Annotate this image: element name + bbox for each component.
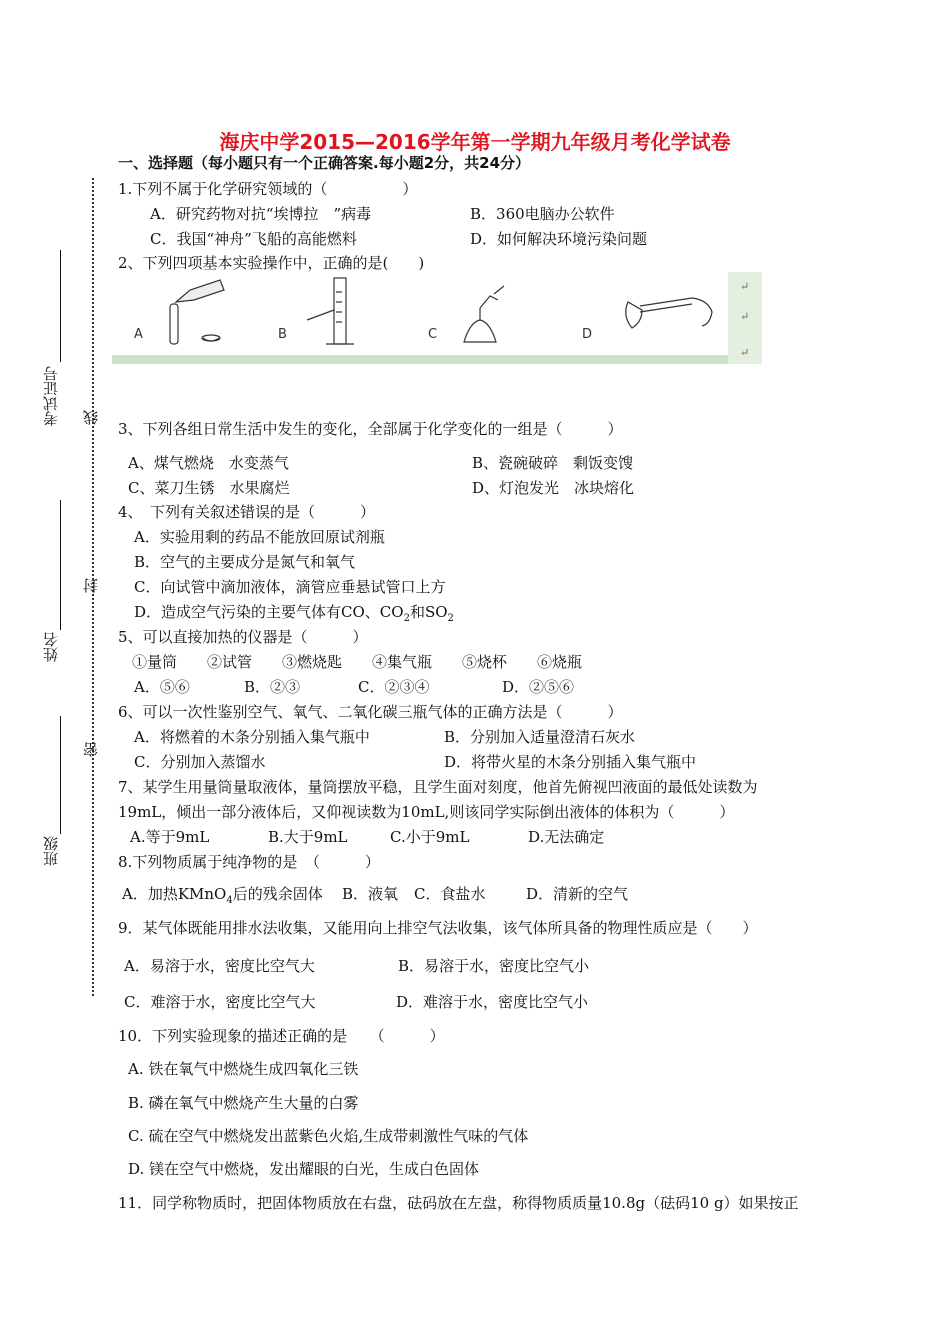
page-title: 海庆中学2015—2016学年第一学期九年级月考化学试卷 <box>219 130 731 154</box>
q4-option-d: D．造成空气污染的主要气体有CO、$CO_2$和$SO_2$ <box>134 603 454 624</box>
q1-option-d: D．如何解决环境污染问题 <box>470 230 648 248</box>
q10-option-c: C. 硫在空气中燃烧发出蓝紫色火焰,生成带刺激性气味的气体 <box>128 1127 529 1145</box>
figure-mark-3: ↵ <box>740 346 750 359</box>
q6-option-b: B．分别加入适量澄清石灰水 <box>444 728 636 746</box>
q4-option-a: A．实验用剩的药品不能放回原试剂瓶 <box>134 528 385 546</box>
q1-stem: 1.下列不属于化学研究领域的（ ） <box>118 180 418 198</box>
q4-stem: 4、 下列有关叙述错误的是（ ） <box>118 503 376 521</box>
q1-option-b: B．360电脑办公软件 <box>470 205 615 223</box>
figure-mark-2: ↵ <box>740 310 750 323</box>
exam-id-label: 考试证号 <box>42 366 60 426</box>
q9-option-b: B．易溶于水，密度比空气小 <box>398 957 590 975</box>
q9-stem: 9．某气体既能用排水法收集，又能用向上排空气法收集，该气体所具备的物理性质应是（ ） <box>118 919 758 937</box>
q5-option-c: C．②③④ <box>358 678 430 696</box>
q8-option-d: D．清新的空气 <box>526 885 629 903</box>
class-label: 班级 <box>42 836 60 866</box>
name-label: 姓名 <box>42 632 60 662</box>
figure-label-c: C <box>428 327 438 342</box>
q7-line1: 7、某学生用量筒量取液体，量筒摆放平稳，且学生面对刻度，他首先俯视凹液面的最低处读数为 <box>118 778 758 796</box>
q3-option-b: B、瓷碗破碎 剩饭变馊 <box>472 454 634 472</box>
q5-items: ①量筒 ②试管 ③燃烧匙 ④集气瓶 ⑤烧杯 ⑥烧瓶 <box>132 653 583 671</box>
q10-stem: 10．下列实验现象的描述正确的是 （ ） <box>118 1027 445 1045</box>
q9-option-c: C．难溶于水，密度比空气大 <box>124 993 316 1011</box>
figure-label-a: A <box>134 327 143 342</box>
q3-option-a: A、煤气燃烧 水变蒸气 <box>128 454 289 472</box>
q6-option-c: C．分别加入蒸馏水 <box>134 753 266 771</box>
q5-option-a: A．⑤⑥ <box>134 678 190 696</box>
q4-option-c: C．向试管中滴加液体，滴管应垂悬试管口上方 <box>134 578 446 596</box>
q10-option-a: A. 铁在氧气中燃烧生成四氧化三铁 <box>128 1060 359 1078</box>
q2-stem: 2、下列四项基本实验操作中，正确的是( ) <box>118 254 425 272</box>
q5-option-b: B．②③ <box>244 678 301 696</box>
q5-option-d: D．②⑤⑥ <box>502 678 575 696</box>
q11-stem: 11．同学称物质时，把固体物质放在右盘，砝码放在左盘，称得物质质量10.8g（砝码10 g）如果按正 <box>118 1194 799 1212</box>
q7-option-d: D.无法确定 <box>528 828 605 846</box>
q4-option-b: B．空气的主要成分是氮气和氧气 <box>134 553 356 571</box>
q7-line2: 19mL，倾出一部分液体后，又仰视读数为10mL,则该同学实际倒出液体的体积为（ ） <box>118 803 735 821</box>
q1-option-c: C．我国“神舟”飞船的高能燃料 <box>150 230 357 248</box>
q8-option-c: C．食盐水 <box>414 885 486 903</box>
lab-operations-figure <box>112 272 762 364</box>
q5-stem: 5、可以直接加热的仪器是（ ） <box>118 628 368 646</box>
q7-option-c: C.小于9mL <box>390 828 470 846</box>
q3-option-c: C、菜刀生锈 水果腐烂 <box>128 479 290 497</box>
figure-bottom-band <box>112 356 762 364</box>
class-underline <box>60 716 61 834</box>
q6-option-d: D．将带火星的木条分别插入集气瓶中 <box>444 753 697 771</box>
q1-option-a: A．研究药物对抗“埃博拉 ”病毒 <box>150 205 372 223</box>
q9-option-a: A．易溶于水，密度比空气大 <box>124 957 315 975</box>
line-char: 线 <box>82 410 100 425</box>
figure-c-lamp <box>464 286 504 342</box>
q10-option-d: D. 镁在空气中燃烧，发出耀眼的白光，生成白色固体 <box>128 1160 480 1178</box>
figure-mark-1: ↵ <box>740 280 750 293</box>
exam-id-underline <box>60 250 61 362</box>
q9-option-d: D．难溶于水，密度比空气小 <box>396 993 589 1011</box>
figure-d-heating <box>626 298 712 328</box>
figure-label-d: D <box>582 327 593 342</box>
name-underline <box>60 500 61 630</box>
secret-char: 密 <box>82 742 100 757</box>
q7-option-b: B.大于9mL <box>268 828 348 846</box>
q10-option-b: B. 磷在氧气中燃烧产生大量的白雾 <box>128 1094 359 1112</box>
lab-operations-drawing <box>112 272 762 364</box>
q3-option-d: D、灯泡发光 冰块熔化 <box>472 479 635 497</box>
figure-label-b: B <box>278 327 287 342</box>
figure-b-cylinder <box>307 278 354 344</box>
figure-a-pouring <box>170 280 224 344</box>
q6-option-a: A．将燃着的木条分别插入集气瓶中 <box>134 728 370 746</box>
section-heading: 一、选择题（每小题只有一个正确答案.每小题2分，共24分） <box>118 154 531 172</box>
q3-stem: 3、下列各组日常生活中发生的变化，全部属于化学变化的一组是（ ） <box>118 420 623 438</box>
q8-stem: 8.下列物质属于纯净物的是 （ ） <box>118 853 380 871</box>
q8-option-a: A．加热KMnO$_4$后的残余固体 <box>122 885 323 906</box>
q6-stem: 6、可以一次性鉴别空气、氧气、二氧化碳三瓶气体的正确方法是（ ） <box>118 703 623 721</box>
seal-char: 封 <box>82 578 100 593</box>
q7-option-a: A.等于9mL <box>130 828 210 846</box>
q8-option-b: B．液氧 <box>342 885 399 903</box>
